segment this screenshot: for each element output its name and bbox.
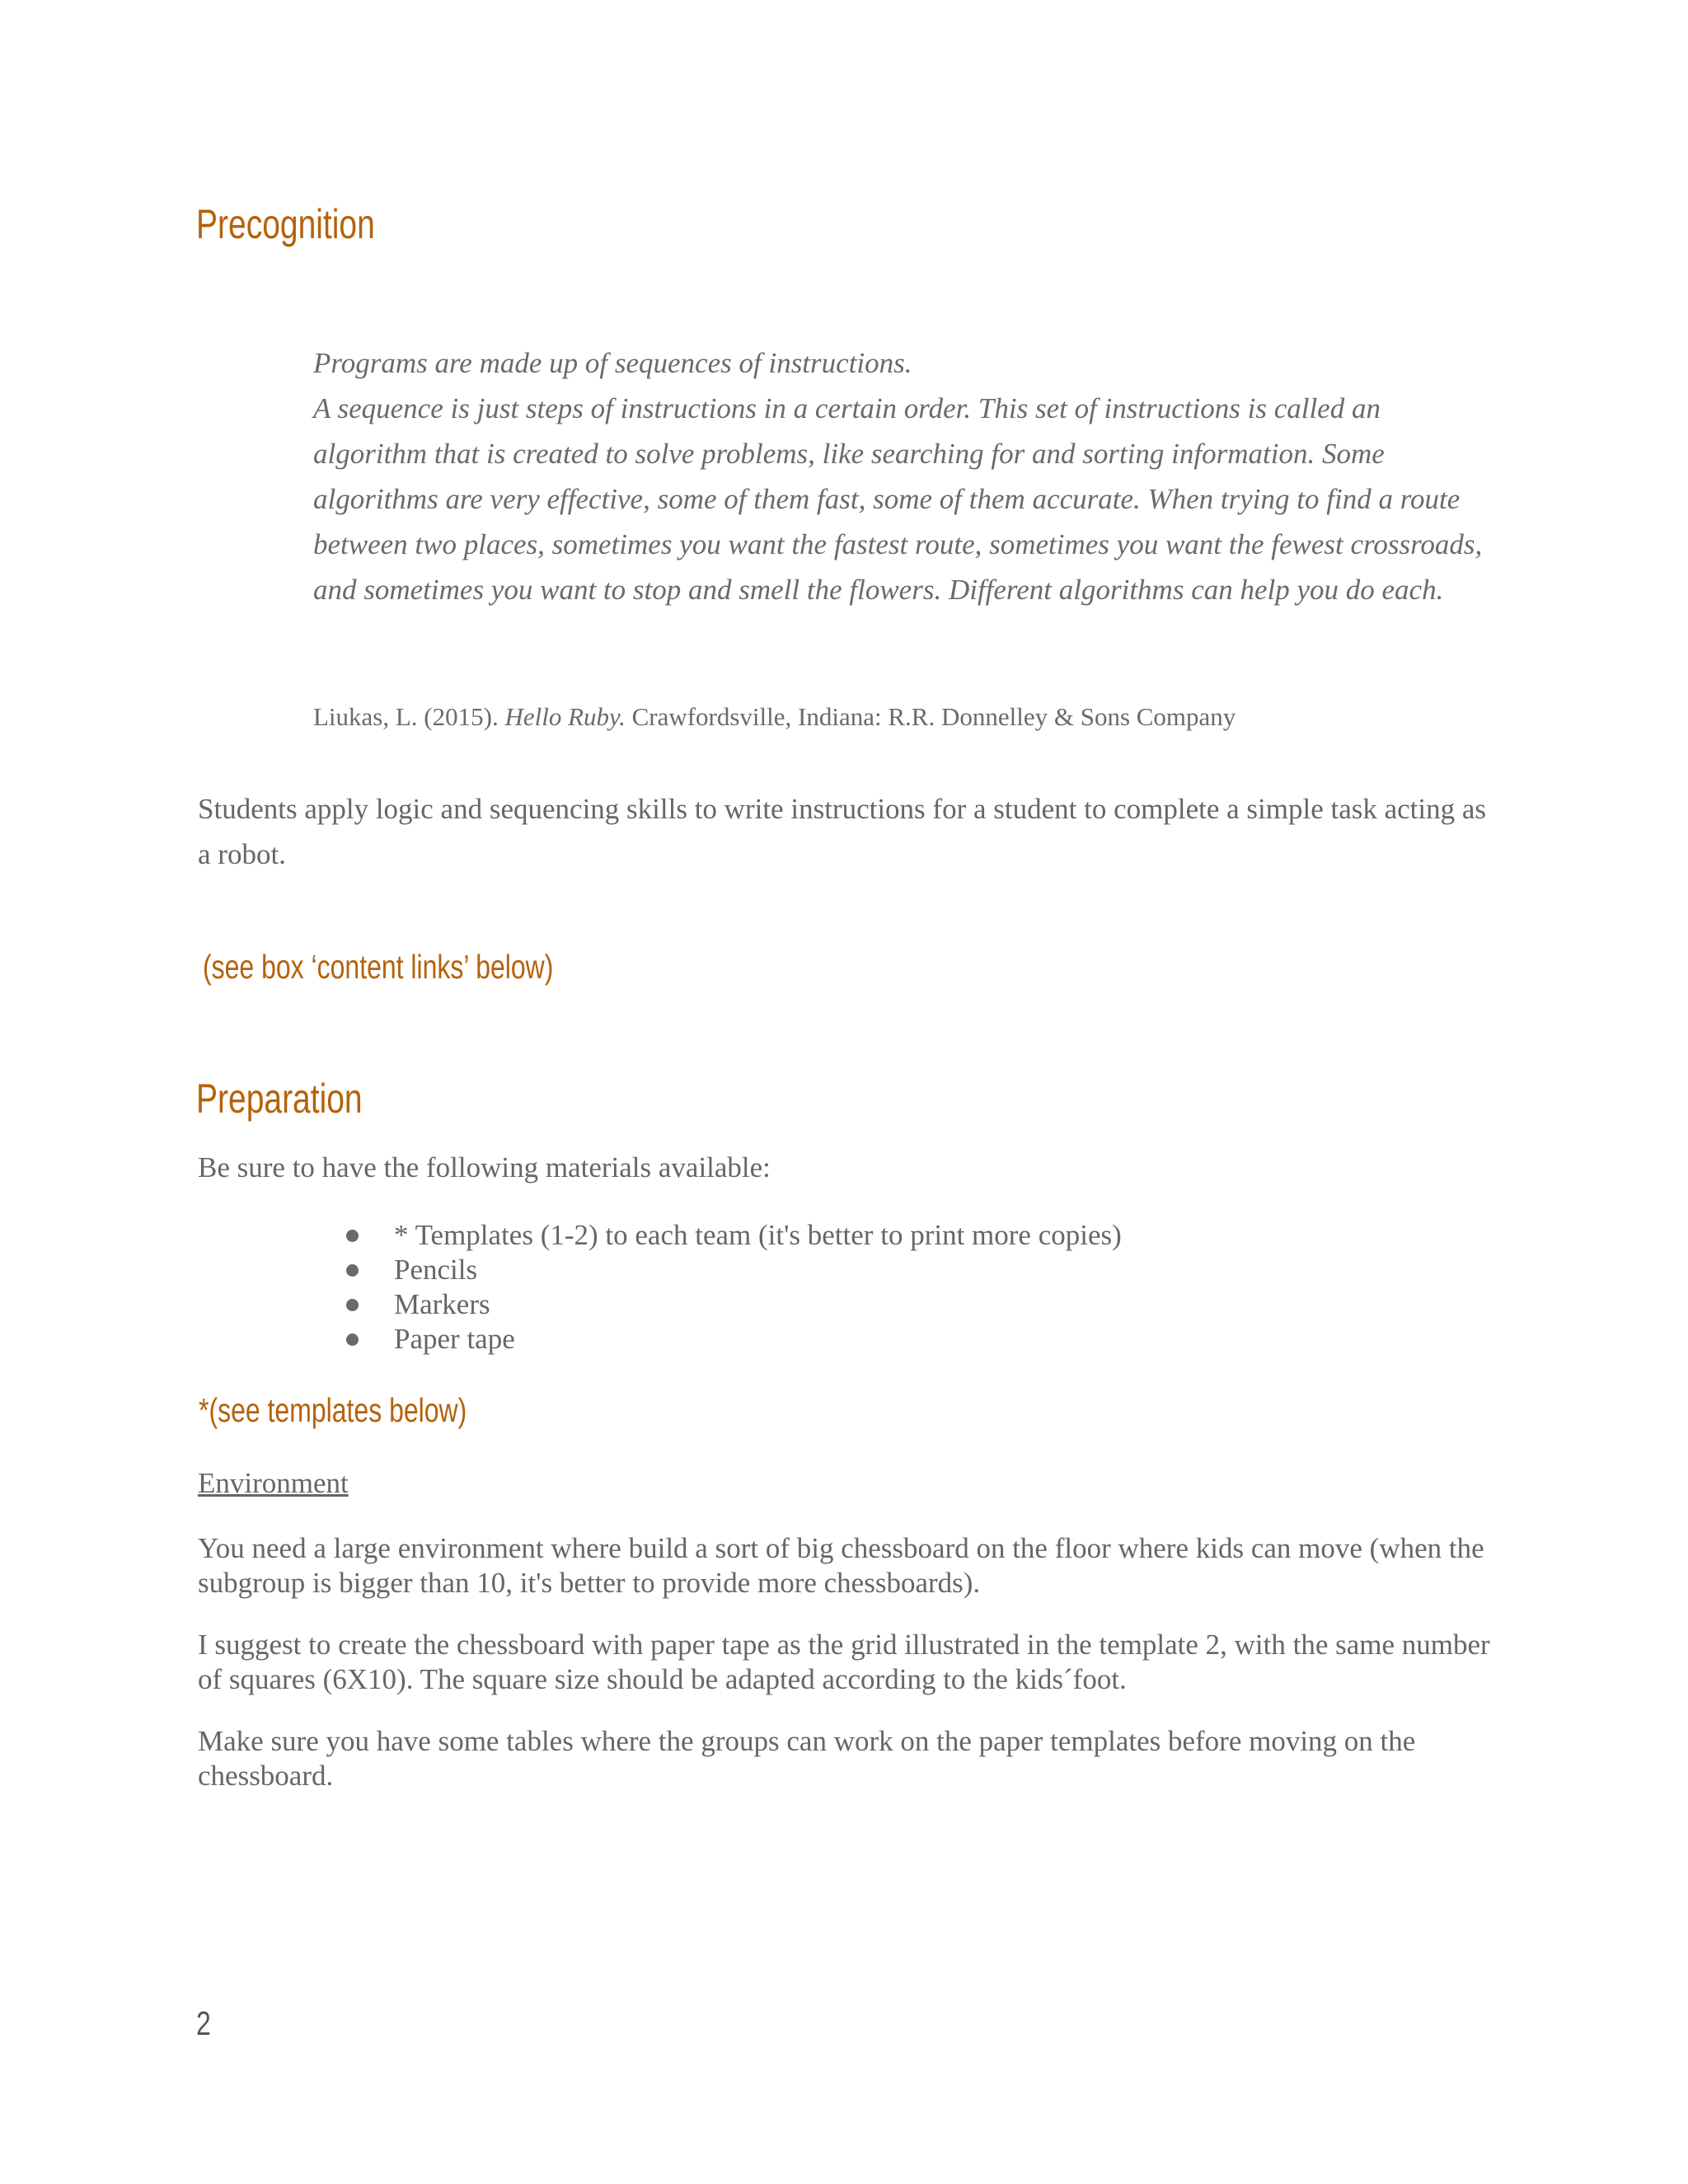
citation-title: Hello Ruby.: [504, 702, 626, 731]
content-links-note: (see box ‘content links’ below): [203, 948, 554, 986]
list-item: [346, 1218, 1122, 1253]
environment-paragraph: I suggest to create the chessboard with paper tape as the grid illustrated in the template 2, with the same number of squares (6X10). The square size should be adapted according to the kids´foot.: [198, 1629, 1490, 1695]
page-number: 2: [196, 2004, 211, 2042]
preparation-heading: Preparation: [196, 1076, 363, 1122]
materials-intro: Be sure to have the following materials available:: [198, 1151, 771, 1183]
material-label: Paper tape: [394, 1323, 515, 1355]
templates-note: *(see templates below): [199, 1391, 467, 1429]
material-label: * Templates (1-2) to each team (it's better to print more copies): [394, 1219, 1122, 1251]
algorithm-quote: [313, 340, 1484, 612]
list-item: [346, 1287, 1122, 1322]
bullet-icon: [346, 1230, 359, 1242]
book-citation: [313, 702, 1236, 732]
precognition-heading: Precognition: [196, 201, 375, 247]
environment-heading: Environment: [198, 1467, 349, 1499]
quote-first-line: Programs are made up of sequences of instructions.: [313, 347, 912, 379]
list-item: [346, 1322, 1122, 1357]
materials-list: [346, 1218, 1122, 1357]
citation-authors: Liukas, L. (2015).: [313, 702, 505, 731]
bullet-icon: [346, 1333, 359, 1346]
citation-publisher: Crawfordsville, Indiana: R.R. Donnelley & Sons Company: [625, 702, 1236, 731]
list-item: [346, 1253, 1122, 1287]
quote-paragraph: A sequence is just steps of instructions in a certain order. This set of instructions is called an algorithm that is created to solve problems, like searching for and sorting information. Some algorithms are very effective, some of them fast, some of them accurate. When trying to find a route between two places, sometimes you want the fastest route, sometimes you want the fewest crossroads, and sometimes you want to stop and smell the flowers. Different algorithms can help you do each.: [313, 392, 1483, 606]
activity-intro: Students apply logic and sequencing skills to write instructions for a student to complete a simple task acting as a robot.: [198, 793, 1487, 870]
bullet-icon: [346, 1299, 359, 1311]
bullet-icon: [346, 1264, 359, 1277]
material-label: Pencils: [394, 1254, 478, 1286]
material-label: Markers: [394, 1288, 490, 1320]
environment-paragraph: Make sure you have some tables where the groups can work on the paper templates before moving on the chessboard.: [198, 1725, 1416, 1792]
environment-paragraph: You need a large environment where build a sort of big chessboard on the floor where kids can move (when the subgroup is bigger than 10, it's better to provide more chessboards).: [198, 1532, 1484, 1599]
